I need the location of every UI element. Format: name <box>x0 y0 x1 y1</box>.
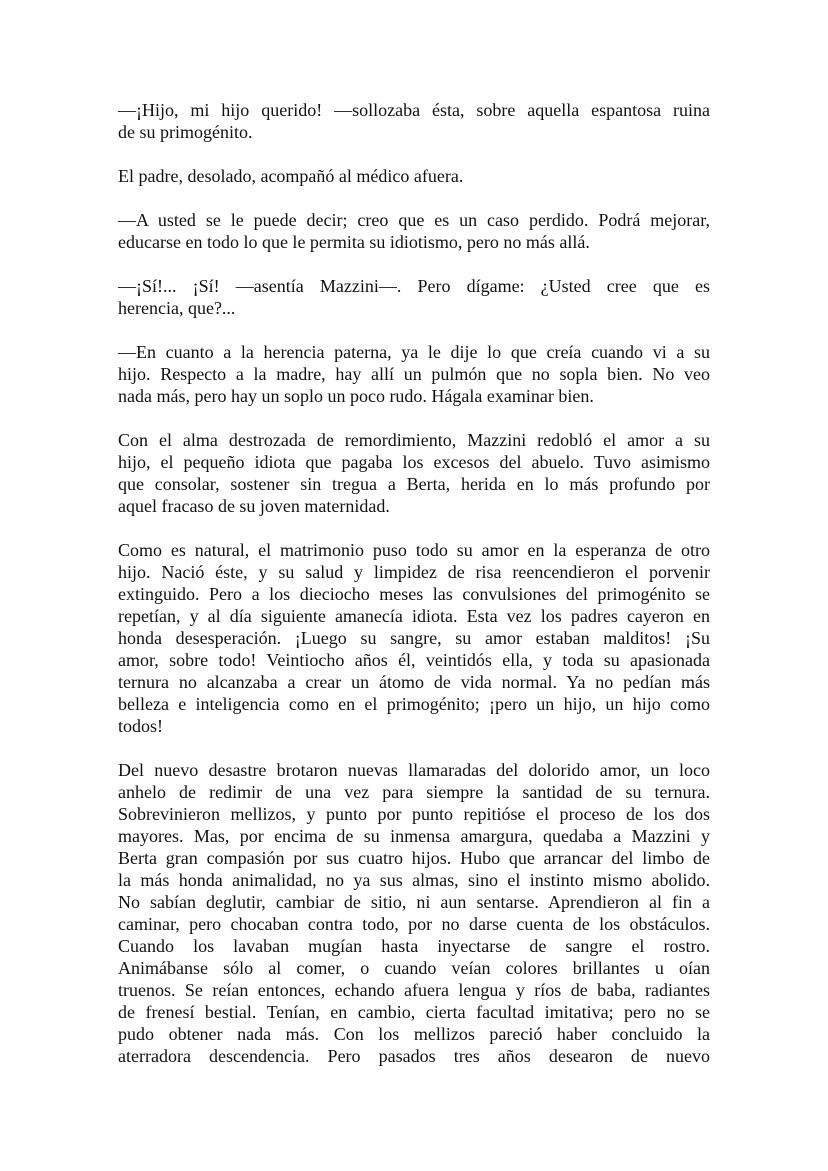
paragraph <box>118 209 710 253</box>
text-line: El padre, desolado, acompañó al médico afuera. <box>118 166 464 186</box>
text-line: —¡Hijo, mi hijo querido! —sollozaba ésta, sobre aquella espantosa ruina <box>118 100 710 120</box>
text-line: Sobrevinieron mellizos, y punto por punto repitióse el proceso de los dos <box>118 804 710 824</box>
text-line: truenos. Se reían entonces, echando afuera lengua y ríos de baba, radiantes <box>118 980 710 1000</box>
text-line: aquel fracaso de su joven maternidad. <box>118 496 390 516</box>
text-line: repetían, y al día siguiente amanecía idiota. Esta vez los padres cayeron en <box>118 606 710 626</box>
text-line: Del nuevo desastre brotaron nuevas llamaradas del dolorido amor, un loco <box>118 760 710 780</box>
paragraph <box>118 759 710 1067</box>
paragraph <box>118 99 710 143</box>
text-line: Cuando los lavaban mugían hasta inyectarse de sangre el rostro. <box>118 936 710 956</box>
paragraph <box>118 341 710 407</box>
paragraph <box>118 429 710 517</box>
document-page <box>118 99 710 1089</box>
text-line: hijo. Nació éste, y su salud y limpidez de risa reencendieron el porvenir <box>118 562 710 582</box>
text-line: nada más, pero hay un soplo un poco rudo. Hágala examinar bien. <box>118 386 594 406</box>
text-line: educarse en todo lo que le permita su idiotismo, pero no más allá. <box>118 232 590 252</box>
text-line: hijo. Respecto a la madre, hay allí un pulmón que no sopla bien. No veo <box>118 364 710 384</box>
text-line: No sabían deglutir, cambiar de sitio, ni aun sentarse. Aprendieron al fin a <box>118 892 710 912</box>
text-line: Berta gran compasión por sus cuatro hijos. Hubo que arrancar del limbo de <box>118 848 710 868</box>
text-line: belleza e inteligencia como en el primogénito; ¡pero un hijo, un hijo como <box>118 694 710 714</box>
text-line: caminar, pero chocaban contra todo, por no darse cuenta de los obstáculos. <box>118 914 710 934</box>
text-line: pudo obtener nada más. Con los mellizos pareció haber concluido la <box>118 1024 710 1044</box>
text-line: honda desesperación. ¡Luego su sangre, su amor estaban malditos! ¡Su <box>118 628 710 648</box>
text-line: Con el alma destrozada de remordimiento, Mazzini redobló el amor a su <box>118 430 710 450</box>
text-line: extinguido. Pero a los dieciocho meses las convulsiones del primogénito se <box>118 584 710 604</box>
text-line: la más honda animalidad, no ya sus almas, sino el instinto mismo abolido. <box>118 870 710 890</box>
text-line: ternura no alcanzaba a crear un átomo de vida normal. Ya no pedían más <box>118 672 710 692</box>
paragraph <box>118 539 710 737</box>
text-line: de frenesí bestial. Tenían, en cambio, cierta facultad imitativa; pero no se <box>118 1002 710 1022</box>
paragraph <box>118 165 710 187</box>
text-line: todos! <box>118 716 163 736</box>
text-line: amor, sobre todo! Veintiocho años él, veintidós ella, y toda su apasionada <box>118 650 710 670</box>
text-line: —En cuanto a la herencia paterna, ya le dije lo que creía cuando vi a su <box>118 342 710 362</box>
text-line: —¡Sí!... ¡Sí! —asentía Mazzini—. Pero dígame: ¿Usted cree que es <box>118 276 710 296</box>
text-line: que consolar, sostener sin tregua a Berta, herida en lo más profundo por <box>118 474 710 494</box>
text-line: mayores. Mas, por encima de su inmensa amargura, quedaba a Mazzini y <box>118 826 710 846</box>
text-line: aterradora descendencia. Pero pasados tres años desearon de nuevo <box>118 1046 710 1066</box>
text-line: Animábanse sólo al comer, o cuando veían colores brillantes u oían <box>118 958 710 978</box>
text-line: herencia, que?... <box>118 298 236 318</box>
text-line: Como es natural, el matrimonio puso todo su amor en la esperanza de otro <box>118 540 710 560</box>
text-line: anhelo de redimir de una vez para siempre la santidad de su ternura. <box>118 782 710 802</box>
text-line: —A usted se le puede decir; creo que es un caso perdido. Podrá mejorar, <box>118 210 710 230</box>
text-line: hijo, el pequeño idiota que pagaba los excesos del abuelo. Tuvo asimismo <box>118 452 710 472</box>
text-line: de su primogénito. <box>118 122 253 142</box>
paragraph <box>118 275 710 319</box>
